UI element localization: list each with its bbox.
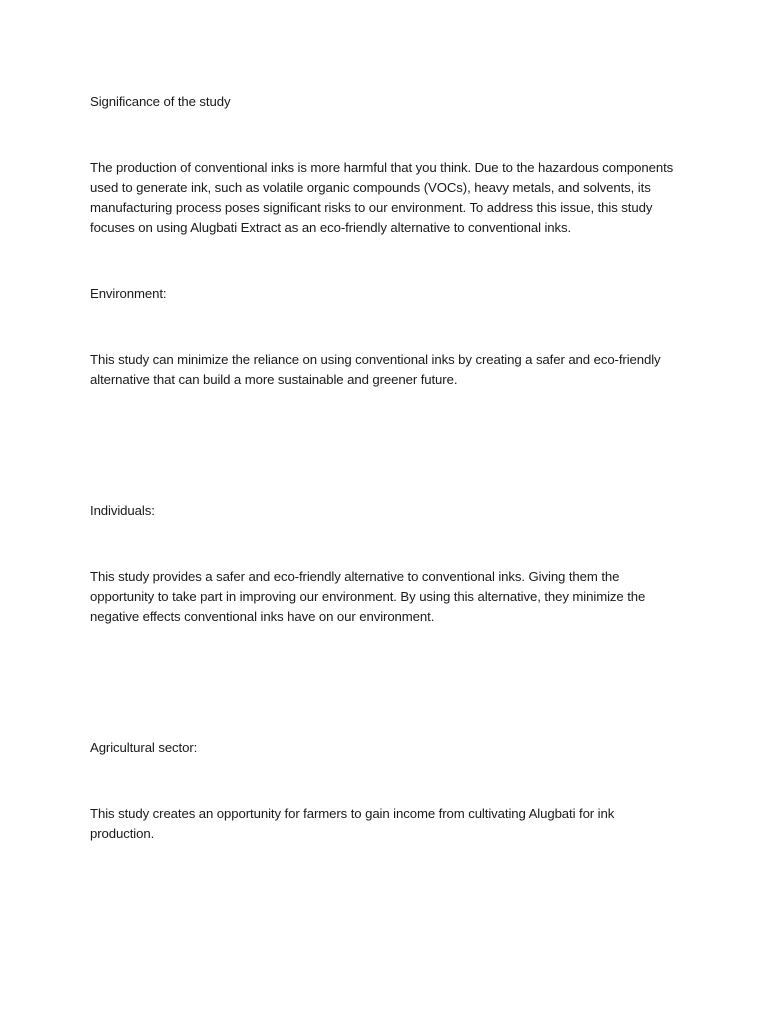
section-body-individuals: This study provides a safer and eco-friendly alternative to conventional inks. Giving them the opportunity to take part in improving our environment. By using this alternative, they minimize the negative effects conventional inks have on our environment. xyxy=(90,569,646,624)
section-body-environment: This study can minimize the reliance on using conventional inks by creating a safer and eco-friendly alternative that can build a more sustainable and greener future. xyxy=(90,352,661,387)
section-heading-environment: Environment: xyxy=(90,286,167,301)
intro-paragraph: The production of conventional inks is more harmful that you think. Due to the hazardous components used to generate ink, such as volatile organic compounds (VOCs), heavy metals, and solvents, its manufacturing process poses significant risks to our environment. To address this issue, this study focuses on using Alugbati Extract as an eco-friendly alternative to conventional inks. xyxy=(90,160,674,235)
section-body-agricultural-sector: This study creates an opportunity for farmers to gain income from cultivating Alugbati for ink production. xyxy=(90,806,615,841)
section-heading-individuals: Individuals: xyxy=(90,503,155,518)
section-heading-agricultural-sector: Agricultural sector: xyxy=(90,740,198,755)
document-title: Significance of the study xyxy=(90,94,231,109)
